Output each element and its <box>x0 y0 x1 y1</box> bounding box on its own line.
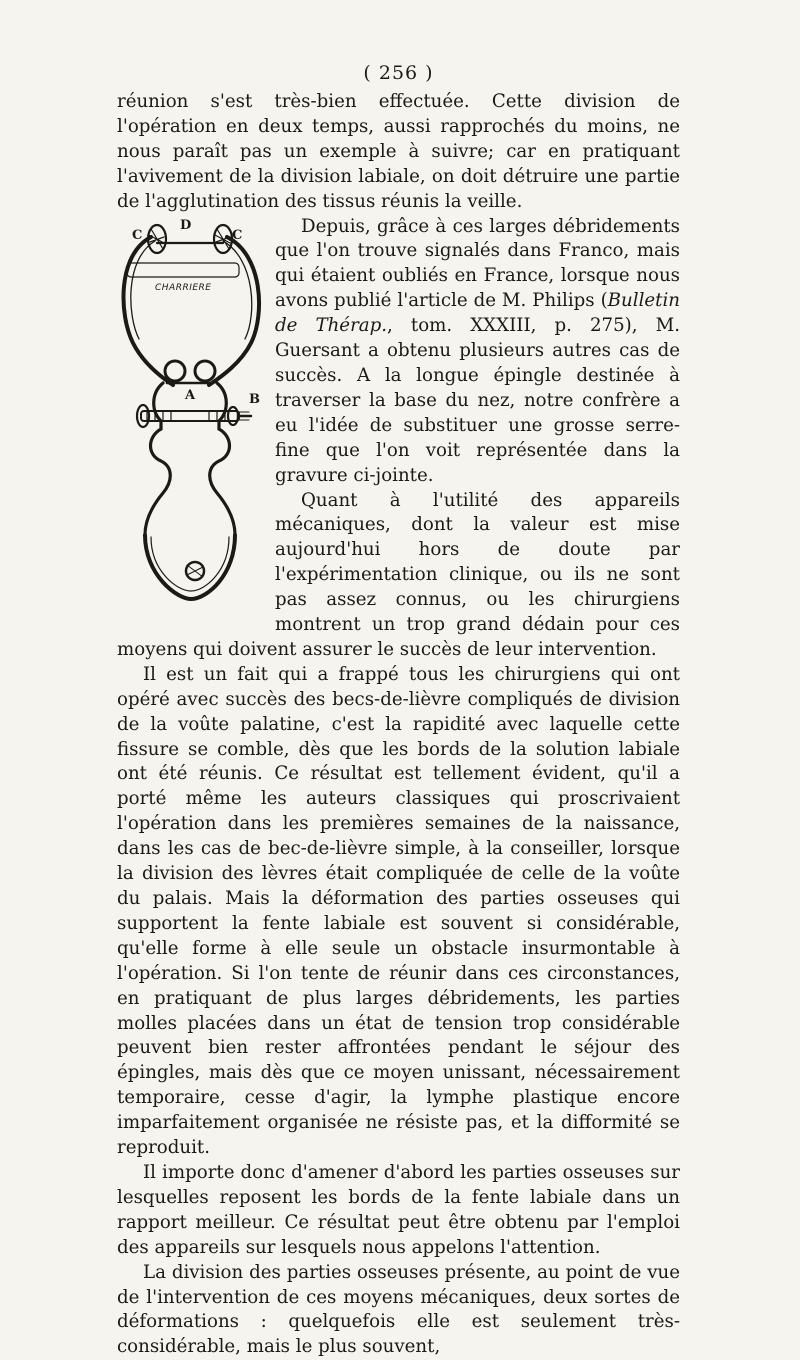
journal-title: Bulletin de Thérap. <box>275 290 680 337</box>
paragraph-2-end: , tom. XXXIII, p. 275), M. Guersant a obtenu plusieurs autres cas de succès. A la longue épingle destinée à traverser la base du nez, notre confrère a eu l'idée de substituer une grosse serre-fine que l'on voit représentée dans la gravure ci-jointe. <box>275 315 680 486</box>
serre-fine-figure <box>117 215 269 615</box>
paragraph-4: Il est un fait qui a frappé tous les chirurgiens qui ont opéré avec succès des becs-de-lièvre compliqués de division de la voûte palatine, c'est la rapidité avec laquelle cette fissure se comble, dès que les bords de la solution labiale ont été réunis. Ce résultat est tellement évident, qu'il a porté même les auteurs classiques qui proscrivaient l'opération dans les premières semaines de la naissance, dans les cas de bec-de-lièvre simple, à la conseiller, lorsque la division des lèvres était compliquée de celle de la voûte du palais. Mais la déformation des parties osseuses qui supportent la fente labiale est souvent si considérable, qu'elle forme à elle seule un obstacle insurmontable à l'opération. Si l'on tente de réunir dans ces circonstances, en pratiquant de plus larges débridements, les parties molles placées dans un état de tension trop considérable peuvent bien rester affrontées pendant le séjour des épingles, mais dès que ce moyen unissant, nécessairement temporaire, cesse d'agir, la lymphe plastique encore imparfaitement organisée ne résiste pas, et la difformité se reproduit. <box>117 663 680 1159</box>
paragraph-1: réunion s'est très-bien effectuée. Cette division de l'opération en deux temps, aussi rapprochés du moins, ne nous paraît pas un exemple à suivre; car en pratiquant l'avivement de la division labiale, on doit détruire une partie de l'agglutination des tissus réunis la veille. <box>117 91 680 212</box>
paragraph-2-start: Depuis, grâce à ces larges débridements que l'on trouve signalés dans Franco, mais qui étaient oubliés en France, lorsque nous avons publié l'article de M. Philips ( <box>275 215 680 312</box>
figure-label-d: D <box>180 217 192 233</box>
figure-label-a: A <box>185 387 196 403</box>
figure-label-c-left: C <box>132 227 143 243</box>
figure-label-c-right: C <box>232 227 243 243</box>
figure-label-b: B <box>249 391 260 407</box>
paragraph-5: Il importe donc d'amener d'abord les parties osseuses sur lesquelles reposent les bords de la fente labiale dans un rapport meilleur. Ce résultat peut être obtenu par l'emploi des appareils sur lesquels nous appelons l'attention. <box>117 1161 680 1258</box>
body-text <box>117 90 680 1360</box>
page-number: ( 256 ) <box>363 62 434 84</box>
maker-stamp: CHARRIERE <box>155 282 212 293</box>
serre-fine-illustration <box>117 215 269 615</box>
paragraph-6: La division des parties osseuses présente, au point de vue de l'intervention de ces moyens mécaniques, deux sortes de déformations : quelquefois elle est seulement très-considérable, mais le plus souvent, <box>117 1261 680 1358</box>
paragraph-3: Quant à l'utilité des appareils mécaniques, dont la valeur est mise aujourd'hui hors de doute par l'expérimentation clinique, ou ils ne sont pas assez connus, ou les chirurgiens montrent un trop grand dédain pour ces moyens qui doivent assurer le succès de leur intervention. <box>117 489 680 660</box>
